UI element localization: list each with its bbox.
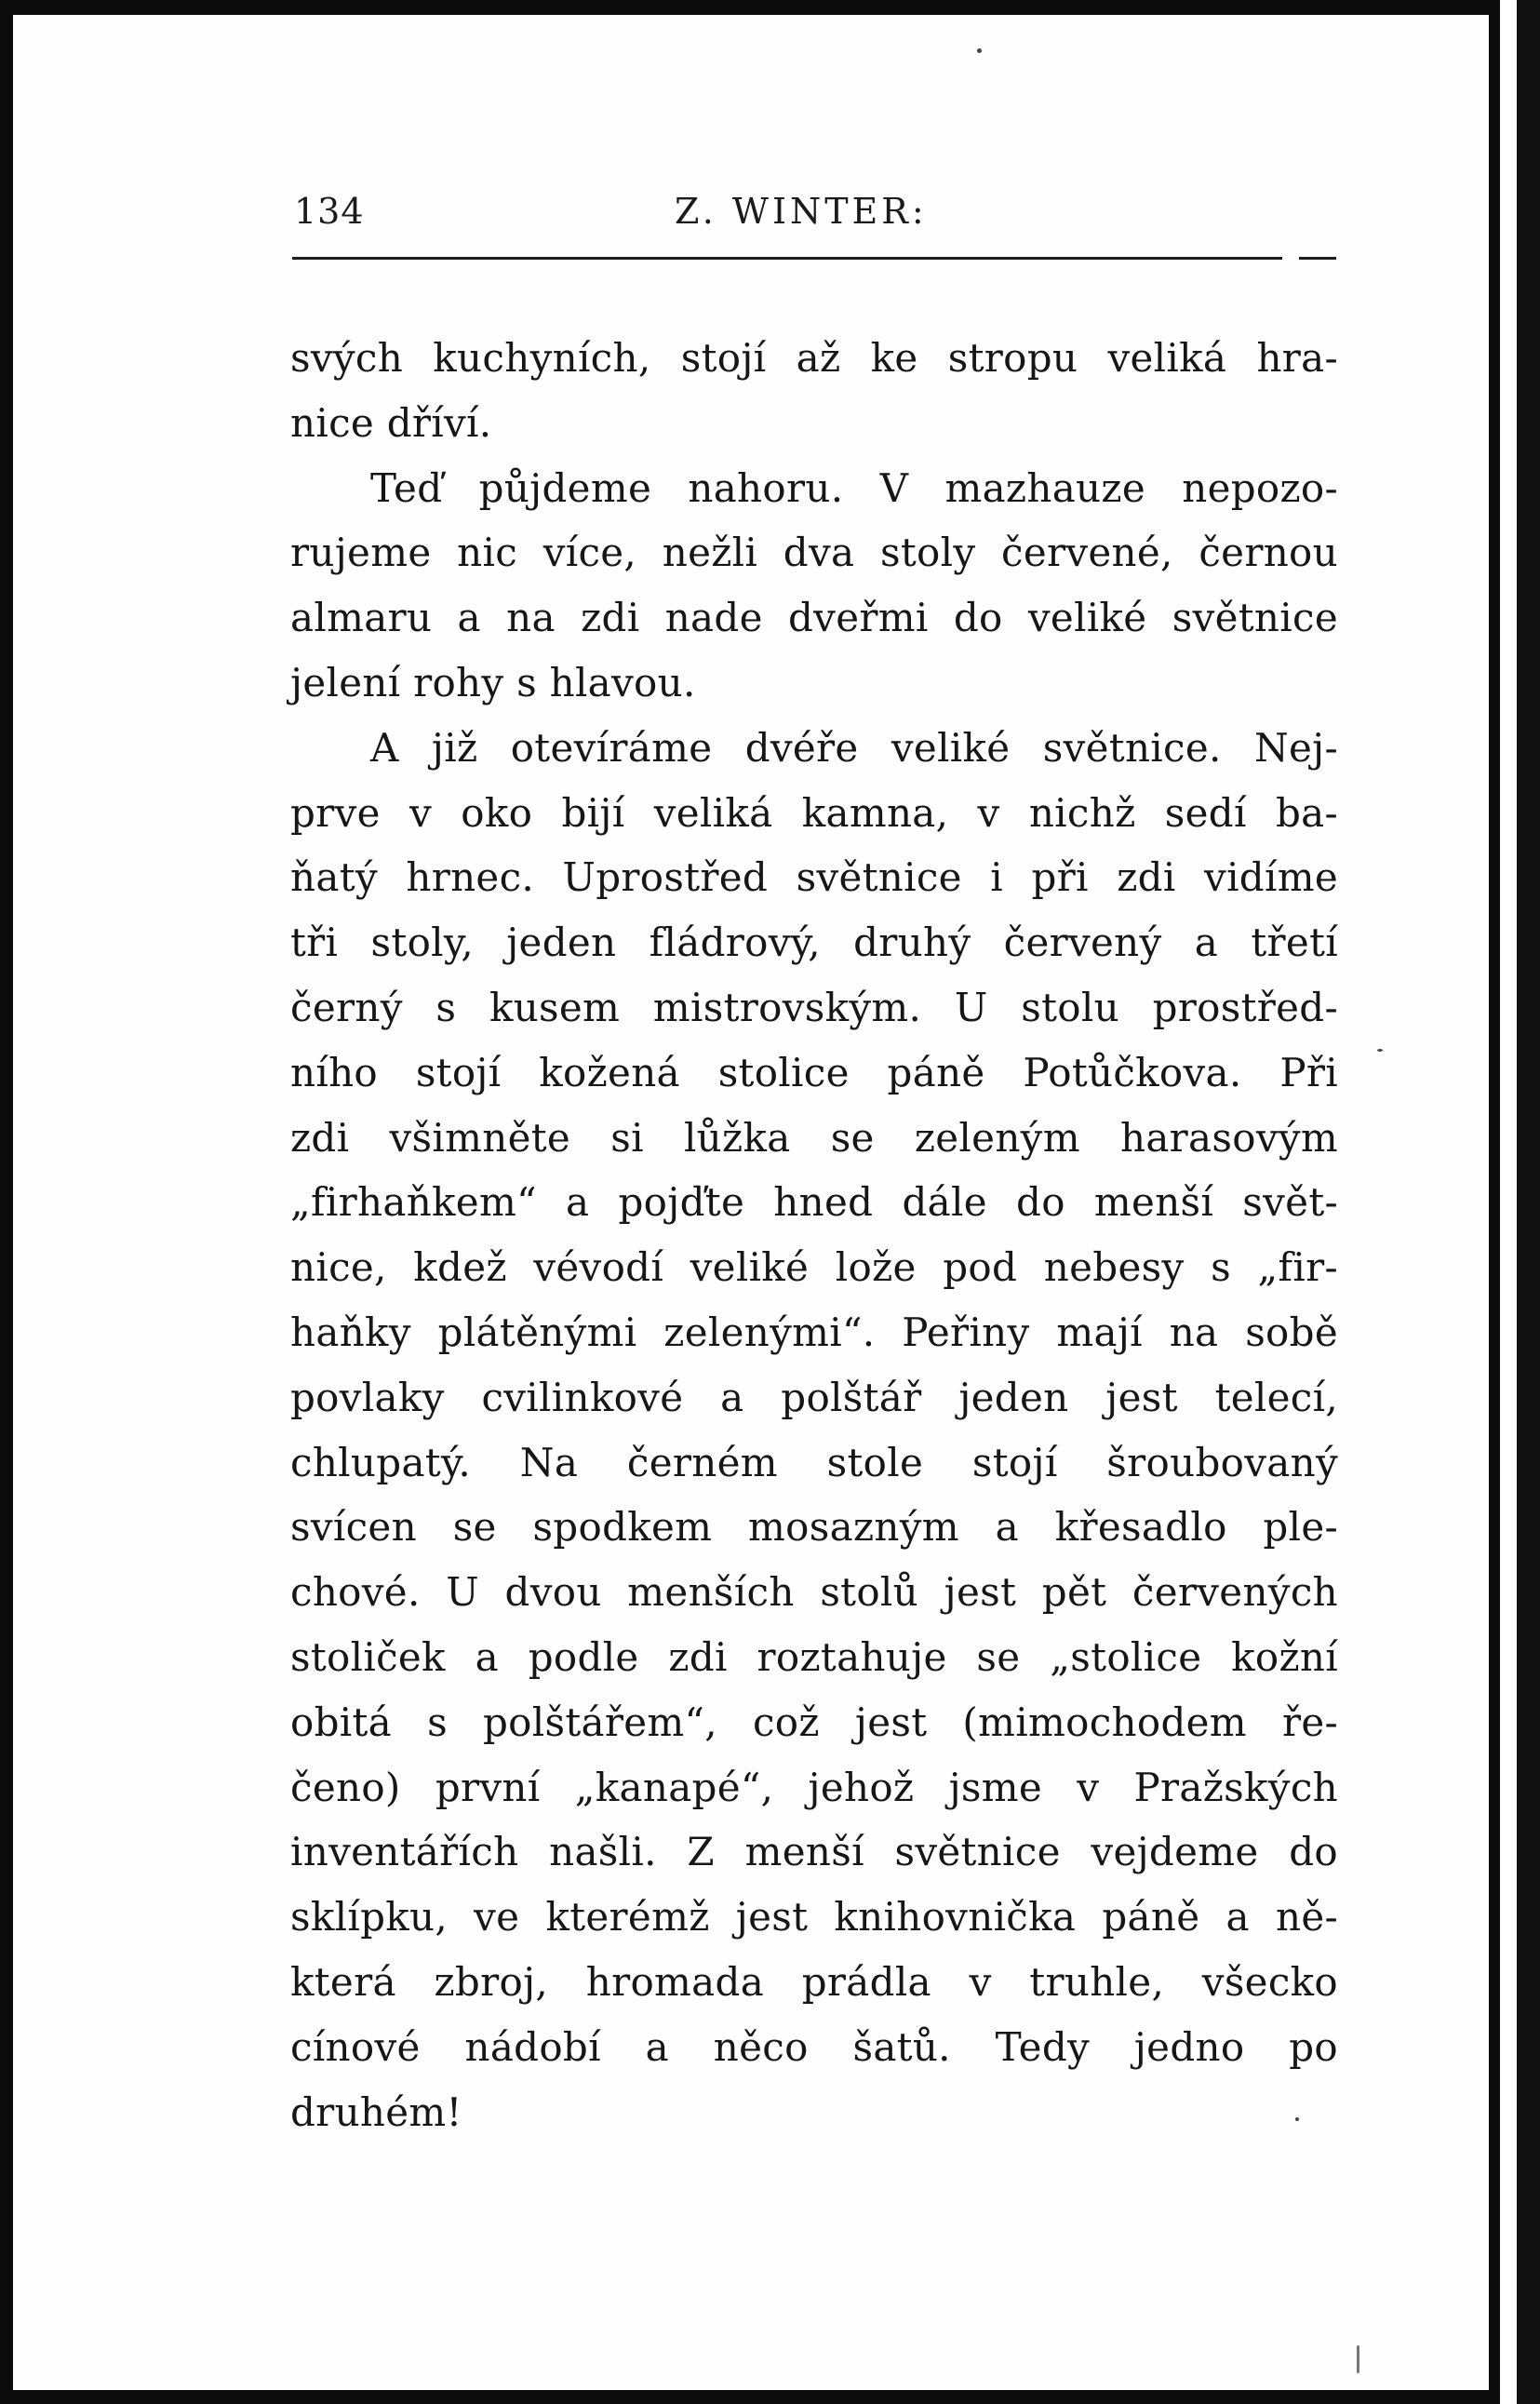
text-line: svícen se spodkem mosazným a křesadlo ple- [290,1504,1338,1551]
text-line: rujeme nic více, nežli dva stoly červené, černou [290,530,1338,576]
text-line: „firhaňkem“ a pojďte hned dále do menší svět- [290,1179,1338,1226]
text-line: nice dříví. [290,399,492,446]
scan-border-bottom [0,2390,1540,2404]
text-line: Teď půjdeme nahoru. V mazhauze nepozo- [370,464,1338,511]
text-line: stoliček a podle zdi roztahuje se „stolice kožní [290,1633,1338,1680]
scan-speck [1357,2345,1359,2373]
scan-speck [1295,2117,1299,2121]
running-head: Z. WINTER: [675,191,928,232]
text-line: cínové nádobí a něco šatů. Tedy jedno po [290,2023,1338,2070]
text-line: druhém! [290,2088,462,2135]
scan-speck [1377,1049,1383,1052]
text-line: chové. U dvou menších stolů jest pět červených [290,1569,1338,1616]
text-line: jelení rohy s hlavou. [290,659,696,705]
text-line: ního stojí kožená stolice páně Potůčkova. Při [290,1049,1338,1095]
page-number: 134 [294,191,365,232]
text-line: nice, kdež vévodí veliké lože pod nebesy s „fir- [290,1244,1338,1291]
text-line: prve v oko bijí veliká kamna, v nichž sedí ba- [290,789,1338,836]
page-header [279,191,1336,247]
scan-border-top [0,0,1540,15]
scan-speck [977,48,982,53]
text-line: inventářích našli. Z menší světnice vejdeme do [290,1829,1338,1875]
text-line: almaru a na zdi nade dveřmi do veliké světnice [290,595,1338,641]
text-line: obitá s polštářem“, což jest (mimochodem ře- [290,1699,1338,1745]
header-rule-tail [1299,257,1336,260]
text-line: sklípku, ve kterémž jest knihovnička páně a ně- [290,1894,1338,1941]
text-line: svých kuchyních, stojí až ke stropu veliká hra- [290,335,1338,381]
body-text [290,326,1338,2144]
header-rule [292,257,1282,260]
text-line: chlupatý. Na černém stole stojí šroubovaný [290,1439,1338,1485]
scan-border-right [1489,0,1540,2404]
text-line: povlaky cvilinkové a polštář jeden jest telecí, [290,1374,1338,1420]
text-line: tři stoly, jeden fládrový, druhý červený a třetí [290,920,1338,966]
text-line: která zbroj, hromada prádla v truhle, všecko [290,1958,1338,2005]
text-line: haňky plátěnými zelenými“. Peřiny mají na sobě [290,1309,1338,1355]
text-line: ňatý hrnec. Uprostřed světnice i při zdi vidíme [290,854,1338,901]
text-line: zdi všimněte si lůžka se zeleným harasovým [290,1114,1338,1161]
text-line: A již otevíráme dvéře veliké světnice. Nej- [370,724,1338,771]
text-line: černý s kusem mistrovským. U stolu prostřed- [290,984,1338,1030]
text-line: čeno) první „kanapé“, jehož jsme v Pražských [290,1764,1338,1810]
scan-border-left [0,0,13,2404]
